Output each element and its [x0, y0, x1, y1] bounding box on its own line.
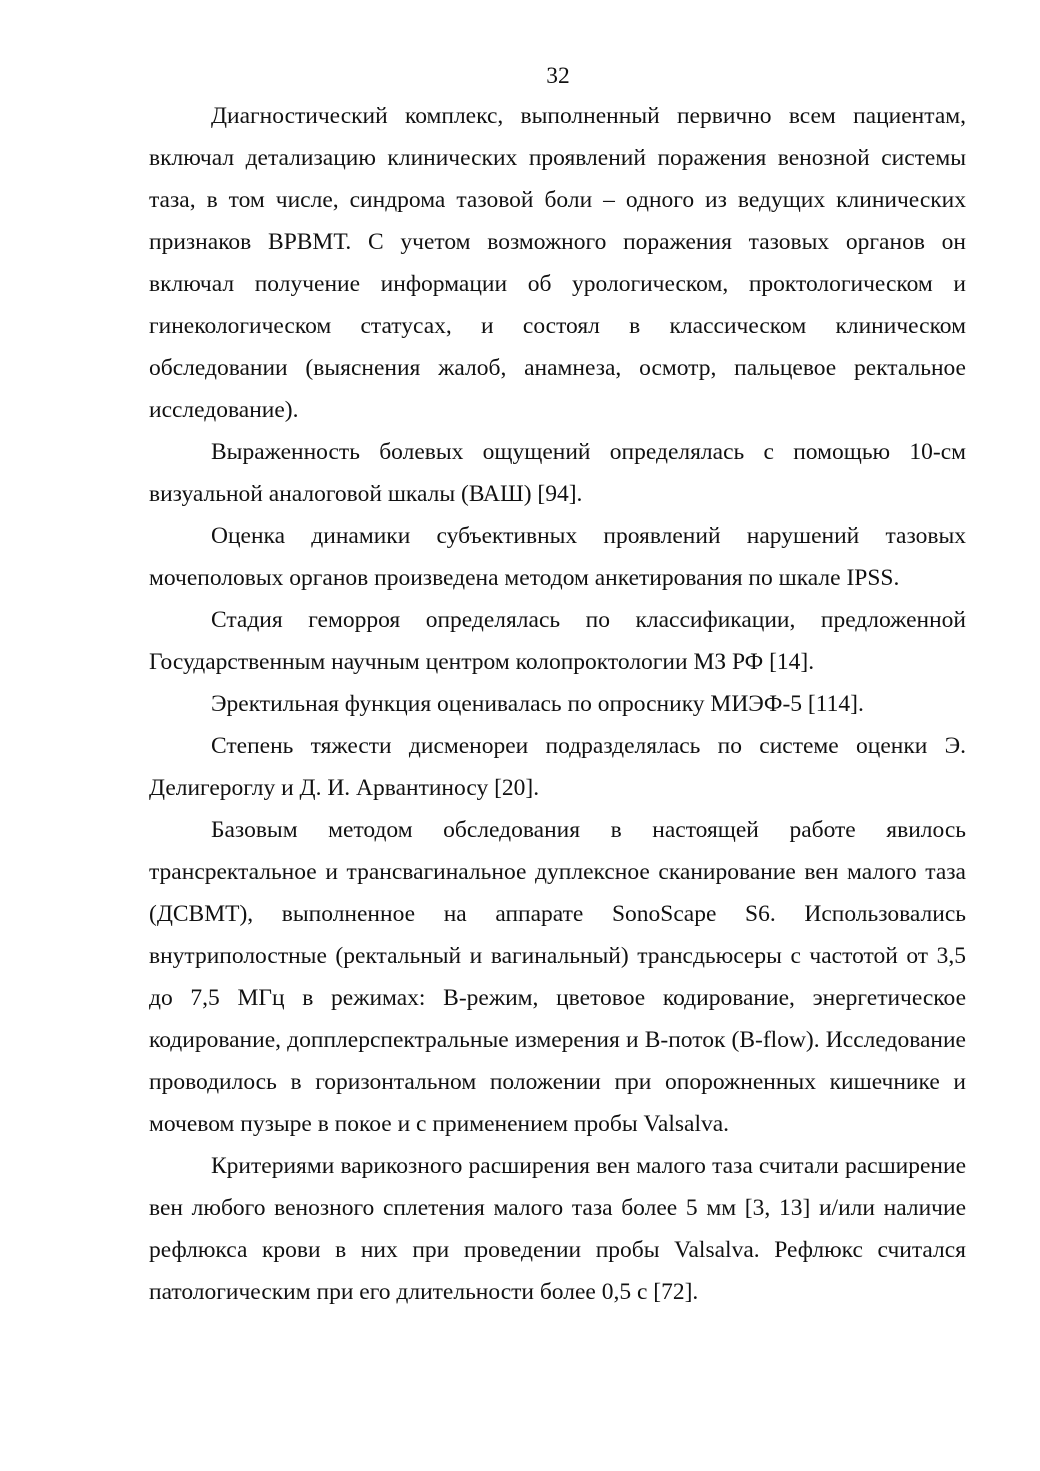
body-text [149, 95, 966, 1313]
paragraph-ipss-assessment: Оценка динамики субъективных проявлений нарушений тазовых мочеполовых органов произведена методом анкетирования по шкале IPSS. [149, 523, 966, 591]
paragraph-dysmenorrhea-severity: Степень тяжести дисменореи подразделялась по системе оценки Э. Делигероглу и Д. И. Арвантиносу [20]. [149, 733, 966, 801]
paragraph-erectile-function: Эректильная функция оценивалась по опроснику МИЭФ-5 [114]. [211, 691, 864, 717]
paragraph-hemorrhoid-stage: Стадия геморроя определялась по классификации, предложенной Государственным научным центром колопроктологии МЗ РФ [14]. [149, 607, 966, 675]
paragraph-varicose-criteria: Критериями варикозного расширения вен малого таза считали расширение вен любого венозного сплетения малого таза более 5 мм [3, 13] и/или наличие рефлюкса крови в них при проведении пробы Valsalva. Рефлюкс считался патологическим при его длительности более 0,5 с [72]. [149, 1153, 966, 1305]
paragraph-duplex-scanning: Базовым методом обследования в настоящей работе явилось трансректальное и трансвагинальное дуплексное сканирование вен малого таза (ДСВМТ), выполненное на аппарате SonoScape S6. Использовались внутриполостные (ректальный и вагинальный) трансдьюсеры с частотой от 3,5 до 7,5 МГц в режимах: В-режим, цветовое кодирование, энергетическое кодирование, допплерспектральные измерения и В-поток (B-flow). Исследование проводилось в горизонтальном положении при опорожненных кишечнике и мочевом пузыре в покое и с применением пробы Valsalva. [149, 817, 966, 1137]
page-number: 32 [546, 63, 570, 89]
paragraph-pain-assessment: Выраженность болевых ощущений определялась с помощью 10-см визуальной аналоговой шкалы (ВАШ) [94]. [149, 439, 966, 507]
paragraph-diagnostic-complex: Диагностический комплекс, выполненный первично всем пациентам, включал детализацию клинических проявлений поражения венозной системы таза, в том числе, синдрома тазовой боли – одного из ведущих клинических признаков ВРВМТ. С учетом возможного поражения тазовых органов он включал получение информации об урологическом, проктологическом и гинекологическом статусах, и состоял в классическом клиническом обследовании (выяснения жалоб, анамнеза, осмотр, пальцевое ректальное исследование). [149, 103, 966, 423]
